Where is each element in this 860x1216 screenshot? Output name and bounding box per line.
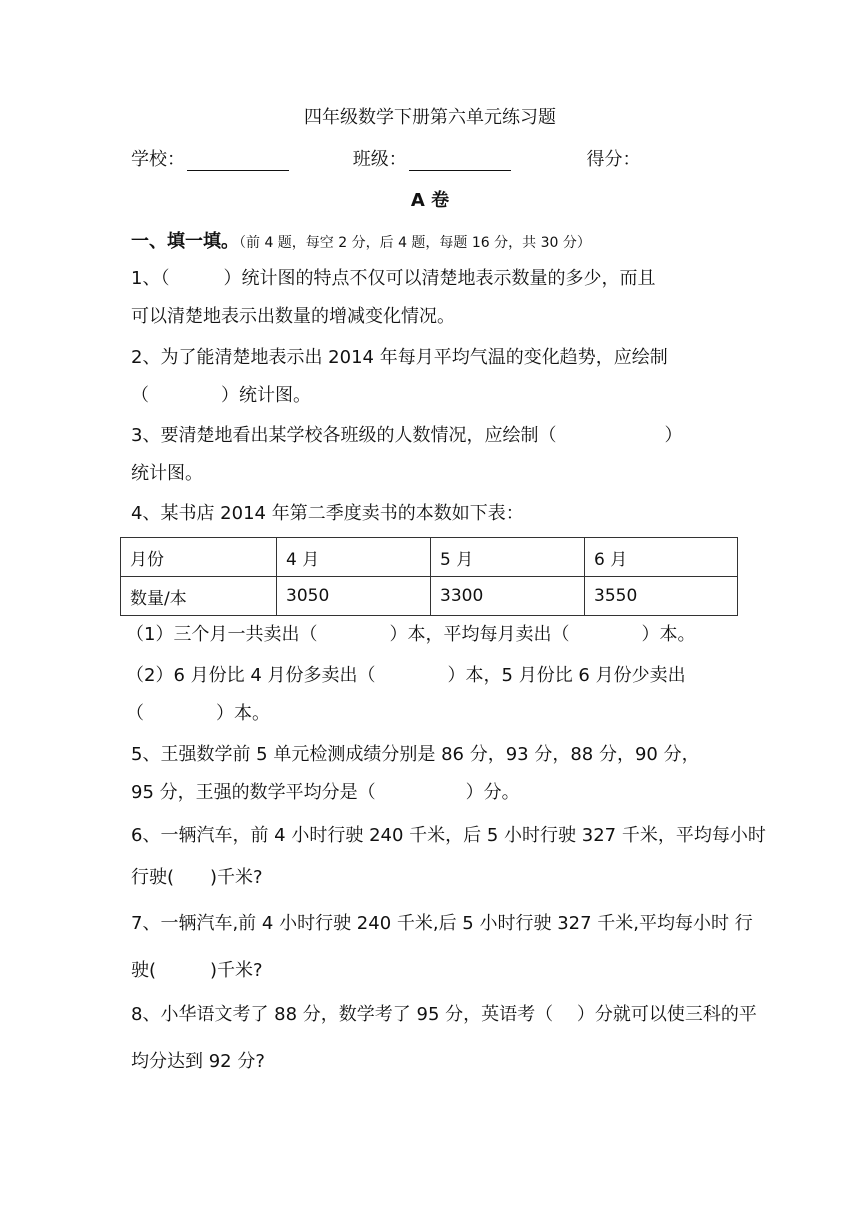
- question-line: 5、王强数学前 5 单元检测成绩分别是 86 分，93 分，88 分，90 分，: [131, 744, 700, 765]
- question-line: 95 分，王强的数学平均分是（ ）分。: [131, 782, 520, 803]
- table-cell: 5 月: [431, 538, 585, 577]
- question-line: （ ）统计图。: [131, 385, 311, 406]
- school-blank: [187, 150, 289, 171]
- sales-table: [120, 537, 738, 616]
- question-line: （1）三个月一共卖出（ ）本，平均每月卖出（ ）本。: [126, 624, 696, 645]
- question-line: （2）6 月份比 4 月份多卖出（ ）本，5 月份比 6 月份少卖出: [126, 665, 686, 686]
- table-cell: 3550: [585, 577, 738, 616]
- question-line: 驶( )千米?: [131, 960, 263, 981]
- question-line: 3、要清楚地看出某学校各班级的人数情况，应绘制（ ）: [131, 425, 683, 446]
- question-line: 统计图。: [131, 463, 203, 484]
- table-cell: 数量/本: [121, 577, 277, 616]
- table-cell: 月份: [121, 538, 277, 577]
- question-line: 均分达到 92 分?: [131, 1051, 265, 1072]
- part1-note: （前 4 题，每空 2 分，后 4 题，每题 16 分，共 30 分）: [239, 235, 591, 251]
- info-row: [131, 145, 640, 171]
- part1-title: 一、填一填。: [131, 231, 239, 252]
- question-line: 行驶( )千米?: [131, 867, 263, 888]
- table-cell: 4 月: [277, 538, 431, 577]
- section-a-heading: A 卷: [410, 190, 450, 211]
- class-blank: [409, 150, 511, 171]
- question-line: 2、为了能清楚地表示出 2014 年每月平均气温的变化趋势，应绘制: [131, 347, 668, 368]
- score-label: 得分：: [586, 149, 641, 170]
- page-title: 四年级数学下册第六单元练习题: [304, 107, 556, 128]
- table-row: [121, 538, 738, 577]
- table-row: [121, 577, 738, 616]
- question-line: （ ）本。: [126, 703, 270, 724]
- question-line: 8、小华语文考了 88 分，数学考了 95 分，英语考（ ）分就可以使三科的平: [131, 1004, 757, 1025]
- part1-heading: [131, 227, 591, 253]
- question-line: 6、一辆汽车，前 4 小时行驶 240 千米，后 5 小时行驶 327 千米，平均每小时: [131, 825, 766, 846]
- question-line: 4、某书店 2014 年第二季度卖书的本数如下表：: [131, 503, 524, 524]
- question-line: 7、一辆汽车,前 4 小时行驶 240 千米,后 5 小时行驶 327 千米,平均每小时 行: [131, 913, 753, 934]
- class-label: 班级：: [352, 149, 407, 170]
- table-cell: 3050: [277, 577, 431, 616]
- table-cell: 3300: [431, 577, 585, 616]
- question-line: 可以清楚地表示出数量的增减变化情况。: [131, 306, 455, 327]
- school-label: 学校：: [131, 149, 185, 170]
- question-line: 1、（ ）统计图的特点不仅可以清楚地表示数量的多少，而且: [131, 268, 656, 289]
- table-cell: 6 月: [585, 538, 738, 577]
